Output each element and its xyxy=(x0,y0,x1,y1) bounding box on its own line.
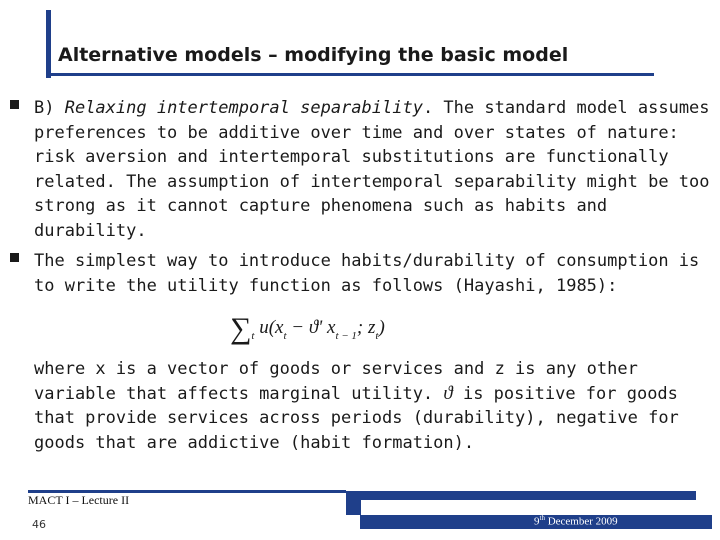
formula-semicolon-z: ; z xyxy=(356,317,376,338)
title-accent-vertical-bar xyxy=(46,10,51,78)
footer-page-number: 46 xyxy=(32,518,46,531)
bullet-1-text xyxy=(34,96,710,243)
footer-date-rest: December 2009 xyxy=(544,515,618,528)
bullet-2-marker xyxy=(10,253,19,262)
formula-sum-symbol: ∑ xyxy=(230,312,252,345)
formula-sum-index: t xyxy=(251,330,255,342)
explanation-part-b: is positive for goods that provide services across periods (durability), negative for goods that are addictive (habit formation). xyxy=(34,383,679,453)
formula-minus-theta: − ϑ' x xyxy=(286,317,336,338)
footer-course-title: MACT I – Lecture II xyxy=(28,493,130,507)
formula-u-open: u(x xyxy=(259,317,284,338)
formula-sub-t-minus-1: t − 1 xyxy=(335,330,357,342)
formula-sub-t: t xyxy=(283,330,287,342)
bullet-1-body: . The standard model assumes preferences to be additive over time and over states of nature: risk aversion and intertemporal substitutions are functionally related. The assumption of intertemporal separability might be too strong as it cannot capture phenomena such as habits and durability. xyxy=(34,98,710,241)
formula-explanation xyxy=(34,357,710,455)
explanation-part-a: where x is a vector of goods or services and z is any other variable that affects marginal utility. xyxy=(34,359,638,404)
formula-close: ) xyxy=(378,317,385,338)
theta-symbol: ϑ xyxy=(443,382,453,404)
formula-sub-t2: t xyxy=(375,330,379,342)
bullet-1-marker xyxy=(10,100,19,109)
footer-date xyxy=(534,514,618,528)
utility-formula xyxy=(230,312,385,346)
bullet-1-italic: Relaxing intertemporal separability xyxy=(64,98,423,118)
slide-title: Alternative models – modifying the basic model xyxy=(58,44,569,66)
footer-accent-white-box xyxy=(360,500,697,515)
title-accent-horizontal-bar xyxy=(46,73,654,76)
bullet-1-lead: B) xyxy=(34,98,65,118)
footer-date-day: 9 xyxy=(534,515,540,528)
footer-date-suffix: th xyxy=(539,514,545,522)
bullet-2-text: The simplest way to introduce habits/durability of consumption is to write the utility function as follows (Hayashi, 1985): xyxy=(34,251,700,296)
